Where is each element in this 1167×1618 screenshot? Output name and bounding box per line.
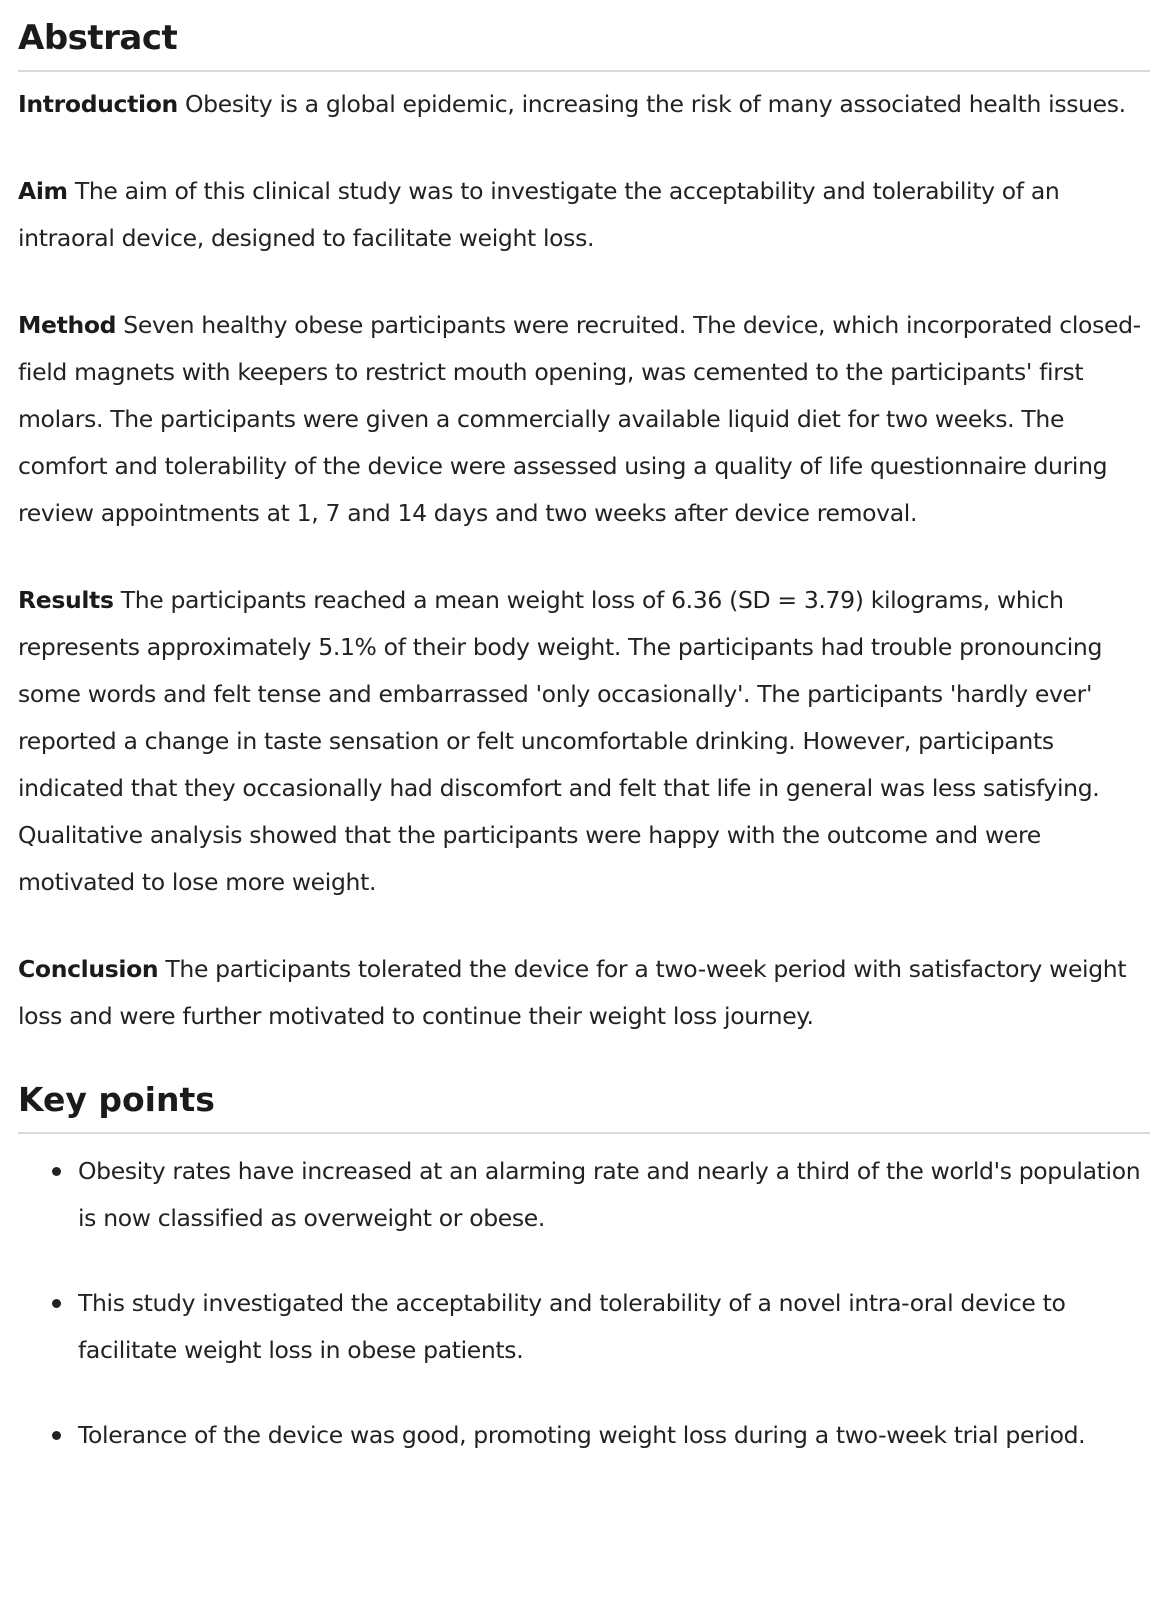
section-label: Conclusion [18, 955, 159, 983]
section-text: Obesity is a global epidemic, increasing the risk of many associated health issues. [185, 90, 1126, 118]
key-points-heading: Key points [18, 1078, 1150, 1134]
list-item [18, 1412, 1163, 1459]
abstract-section-introduction [18, 81, 1158, 128]
bullet-icon [52, 1431, 61, 1440]
abstract-section-aim [18, 168, 1158, 262]
key-points-list [18, 1148, 1149, 1459]
abstract-section-method [18, 302, 1158, 537]
list-item-text: This study investigated the acceptability and tolerability of a novel intra-oral device to facilitate weight loss in obese patients. [78, 1289, 1066, 1364]
bullet-icon [52, 1167, 61, 1176]
list-item [18, 1280, 1163, 1374]
section-text: Seven healthy obese participants were recruited. The device, which incorporated closed-field magnets with keepers to restrict mouth opening, was cemented to the participants' first molars. The participants were given a commercially available liquid diet for two weeks. The comfort and tolerability of the device were assessed using a quality of life questionnaire during review appointments at 1, 7 and 14 days and two weeks after device removal. [18, 311, 1141, 527]
key-points-section [18, 1078, 1149, 1459]
list-item-text: Tolerance of the device was good, promoting weight loss during a two-week trial period. [78, 1421, 1086, 1449]
section-label: Method [18, 311, 117, 339]
section-text: The participants tolerated the device for a two-week period with satisfactory weight loss and were further motivated to continue their weight loss journey. [18, 955, 1127, 1030]
bullet-icon [52, 1299, 61, 1308]
abstract-heading: Abstract [18, 0, 1150, 72]
section-label: Aim [18, 177, 68, 205]
section-text: The aim of this clinical study was to investigate the acceptability and tolerability of an intraoral device, designed to facilitate weight loss. [18, 177, 1060, 252]
list-item [18, 1148, 1163, 1242]
abstract-section-conclusion [18, 946, 1158, 1040]
section-label: Results [18, 586, 114, 614]
abstract-section-results [18, 577, 1158, 906]
list-item-text: Obesity rates have increased at an alarming rate and nearly a third of the world's population is now classified as overweight or obese. [78, 1157, 1141, 1232]
section-label: Introduction [18, 90, 178, 118]
section-text: The participants reached a mean weight loss of 6.36 (SD = 3.79) kilograms, which represents approximately 5.1% of their body weight. The participants had trouble pronouncing some words and felt tense and embarrassed 'only occasionally'. The participants 'hardly ever' reported a change in taste sensation or felt uncomfortable drinking. However, participants indicated that they occasionally had discomfort and felt that life in general was less satisfying. Qualitative analysis showed that the participants were happy with the outcome and were motivated to lose more weight. [18, 586, 1103, 896]
